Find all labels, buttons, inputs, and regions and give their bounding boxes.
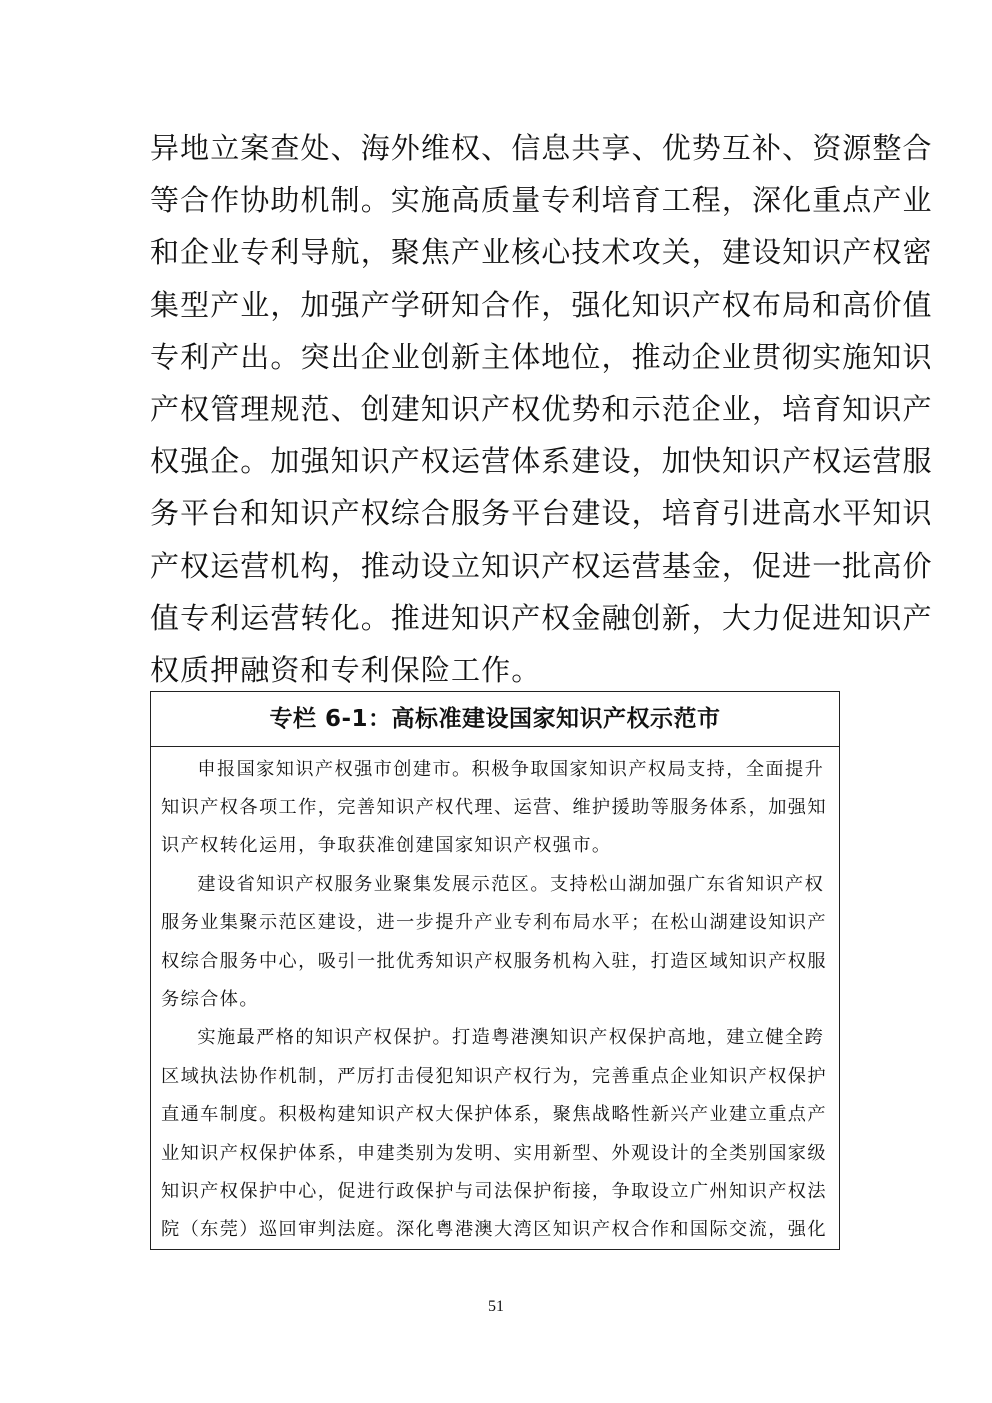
box-text-line: 服务业集聚示范区建设，进一步提升产业专利布局水平；在松山湖建设知识产 xyxy=(161,912,827,934)
box-text-line: 知识产权保护中心，促进行政保护与司法保护衔接，争取设立广州知识产权法 xyxy=(161,1180,827,1202)
box-text-line: 院（东莞）巡回审判法庭。深化粤港澳大湾区知识产权合作和国际交流，强化 xyxy=(161,1219,827,1241)
text-line: 值专利运营转化。推进知识产权金融创新，大力促进知识产 xyxy=(150,600,933,635)
text-line: 集型产业，加强产学研知合作，强化知识产权布局和高价值 xyxy=(150,287,933,322)
main-paragraph xyxy=(150,122,933,696)
box-text-line: 建设省知识产权服务业聚集发展示范区。支持松山湖加强广东省知识产权 xyxy=(197,873,825,895)
box-paragraph xyxy=(161,1019,835,1249)
box-text-line: 业知识产权保护体系，申建类别为发明、实用新型、外观设计的全类别国家级 xyxy=(161,1142,827,1164)
box-text-line: 申报国家知识产权强市创建市。积极争取国家知识产权局支持，全面提升 xyxy=(197,759,825,780)
box-text-line: 权综合服务中心，吸引一批优秀知识产权服务机构入驻，打造区域知识产权服 xyxy=(161,950,827,972)
text-line: 和企业专利导航，聚焦产业核心技术攻关，建设知识产权密 xyxy=(150,235,933,270)
text-line: 产权管理规范、创建知识产权优势和示范企业，培育知识产 xyxy=(150,391,933,426)
box-body xyxy=(151,747,839,1250)
text-line: 权质押融资和专利保险工作。 xyxy=(150,652,542,687)
text-line: 异地立案查处、海外维权、信息共享、优势互补、资源整合 xyxy=(150,131,933,165)
page-number: 51 xyxy=(488,1298,504,1315)
box-text-line: 识产权转化运用，争取获准创建国家知识产权强市。 xyxy=(161,835,612,857)
box-text-line: 实施最严格的知识产权保护。打造粤港澳知识产权保护高地，建立健全跨 xyxy=(197,1027,825,1049)
text-line: 务平台和知识产权综合服务平台建设，培育引进高水平知识 xyxy=(150,496,933,531)
text-line: 等合作协助机制。实施高质量专利培育工程，深化重点产业 xyxy=(150,183,933,218)
box-text-line: 知识产权各项工作，完善知识产权代理、运营、维护援助等服务体系，加强知 xyxy=(161,797,827,818)
box-paragraph xyxy=(161,866,835,1020)
text-line: 产权运营机构，推动设立知识产权运营基金，促进一批高价 xyxy=(150,548,933,583)
box-text-line: 直通车制度。积极构建知识产权大保护体系，聚焦战略性新兴产业建立重点产 xyxy=(161,1104,827,1126)
box-text-line: 务综合体。 xyxy=(161,988,259,1010)
column-box xyxy=(150,691,840,1250)
box-title: 专栏 6-1：高标准建设国家知识产权示范市 xyxy=(151,692,839,747)
text-line: 专利产出。突出企业创新主体地位，推动企业贯彻实施知识 xyxy=(150,339,933,374)
box-text-line: 区域执法协作机制，严厉打击侵犯知识产权行为，完善重点企业知识产权保护 xyxy=(161,1065,827,1087)
text-line: 权强企。加强知识产权运营体系建设，加快知识产权运营服 xyxy=(150,444,933,479)
box-paragraph xyxy=(161,747,835,866)
